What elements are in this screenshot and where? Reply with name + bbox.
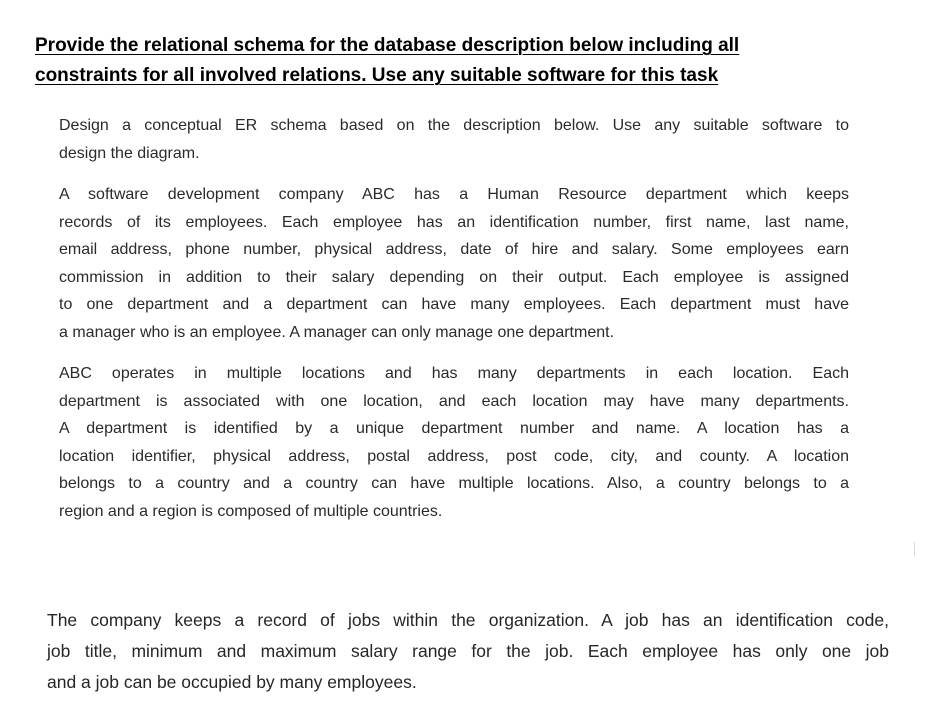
paragraph-line: design the diagram.	[59, 144, 200, 162]
paragraph-line: ABC operates in multiple locations and has many departments in each location. Each	[59, 365, 849, 382]
paragraph-line: A department is identified by a unique department number and name. A location has a	[59, 420, 849, 437]
employee-paragraph	[59, 181, 849, 346]
paragraph-line: and a job can be occupied by many employees.	[47, 672, 417, 692]
paragraph-line: The company keeps a record of jobs within the organization. A job has an identification code,	[47, 610, 889, 630]
paragraph-line: a manager who is an employee. A manager can only manage one department.	[59, 323, 615, 341]
paragraph-line: Design a conceptual ER schema based on the description below. Use any suitable software to	[59, 117, 849, 134]
paragraph-line: department is associated with one location, and each location may have many departments.	[59, 392, 849, 410]
paragraph-line: email address, phone number, physical address, date of hire and salary. Some employees earn	[59, 241, 849, 258]
paragraph-line: A software development company ABC has a Human Resource department which keeps	[59, 186, 849, 203]
heading-line: Provide the relational schema for the database description below including all	[35, 35, 740, 56]
paragraph-line: job title, minimum and maximum salary range for the job. Each employee has only one job	[47, 641, 889, 661]
divider-mark	[914, 542, 915, 556]
heading-line: constraints for all involved relations. Use any suitable software for this task	[35, 65, 719, 86]
jobs-paragraph	[47, 605, 889, 698]
paragraph-line: region and a region is composed of multiple countries.	[59, 502, 443, 520]
paragraph-line: belongs to a country and a country can have multiple locations. Also, a country belongs to a	[59, 475, 849, 492]
intro-paragraph	[59, 112, 849, 167]
assignment-heading	[35, 31, 915, 91]
paragraph-line: commission in addition to their salary depending on their output. Each employee is assigned	[59, 268, 849, 286]
paragraph-line: location identifier, physical address, postal address, post code, city, and county. A location	[59, 447, 849, 465]
paragraph-line: records of its employees. Each employee has an identification number, first name, last name,	[59, 213, 849, 231]
paragraph-line: to one department and a department can have many employees. Each department must have	[59, 296, 849, 313]
location-paragraph	[59, 360, 849, 525]
